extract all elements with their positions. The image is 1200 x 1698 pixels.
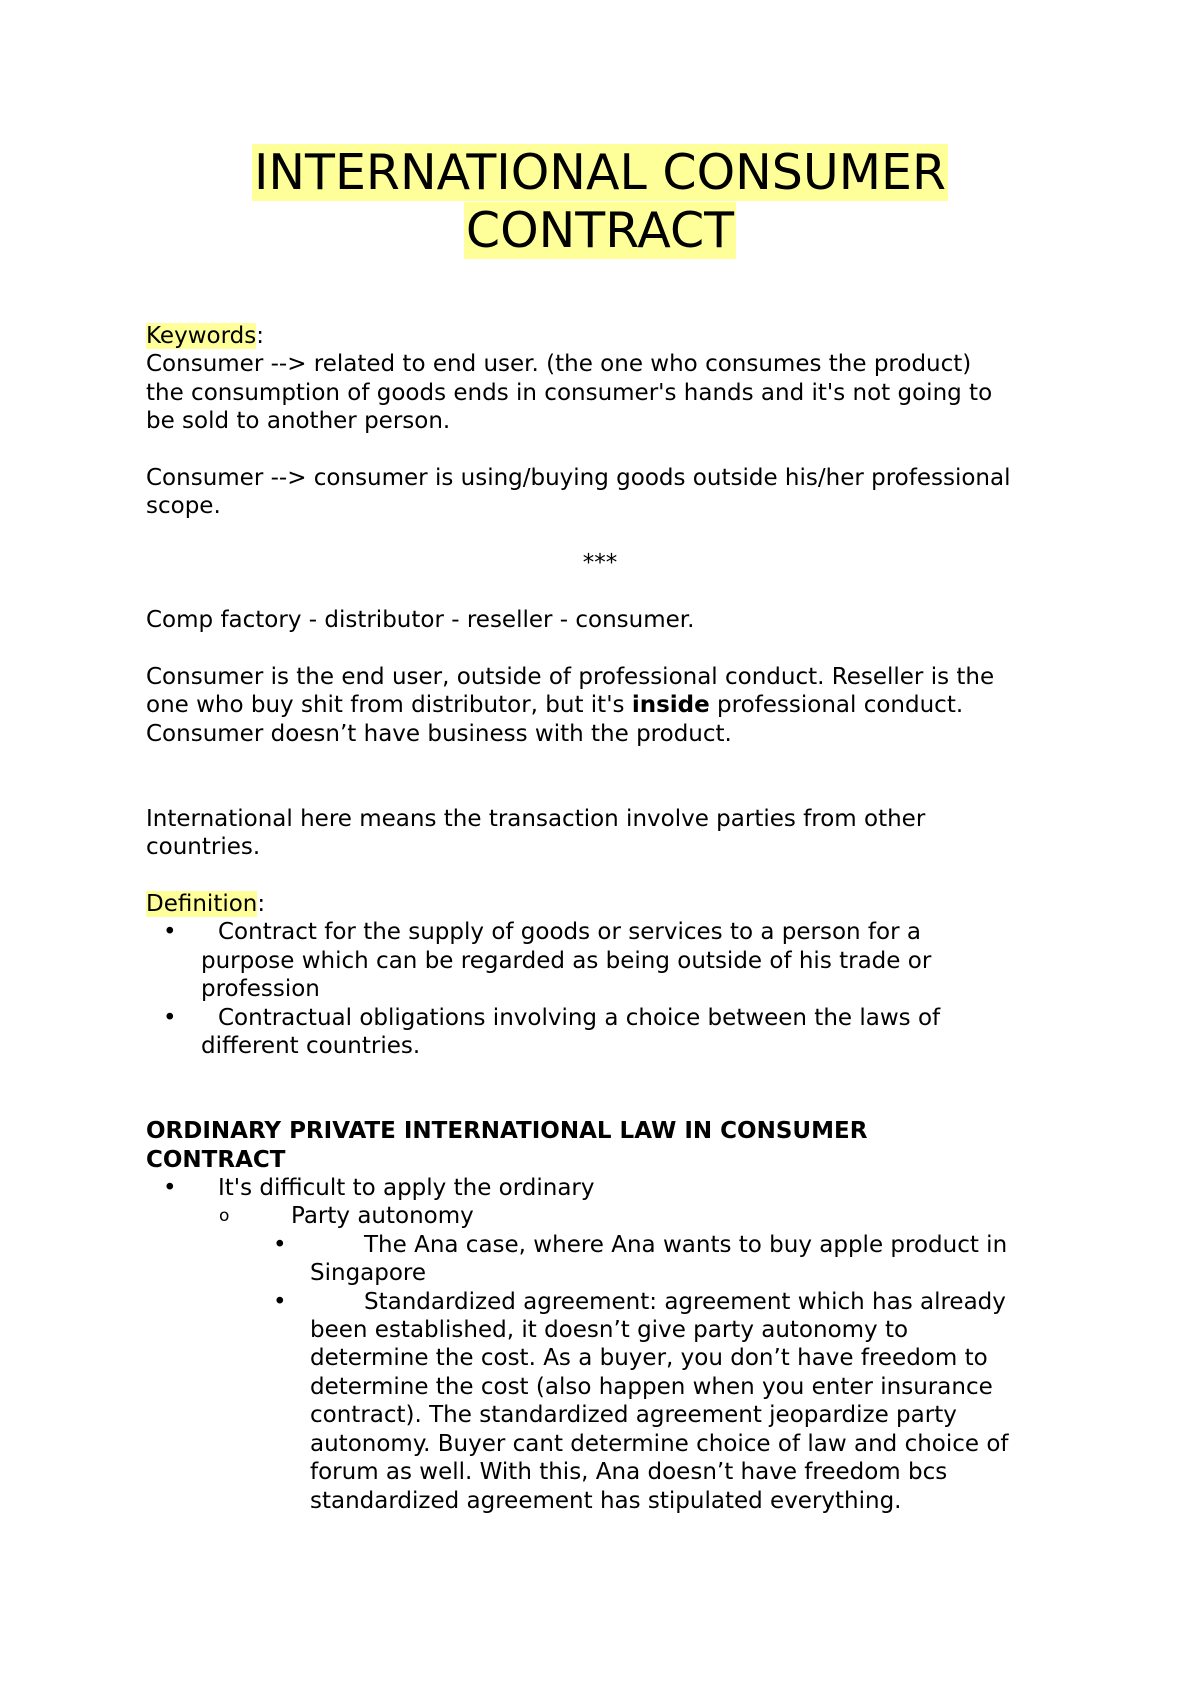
international-line: International here means the transaction involve parties from other [146,805,926,832]
keywords-p2-line: scope. [146,493,221,520]
definition-colon: : [257,891,266,918]
keywords-p1-line: Consumer --> related to end user. (the one who consumes the product) [146,351,972,378]
definition-item-1-line: Contract for the supply of goods or services to a person for a [218,919,921,946]
title-line-1: INTERNATIONAL CONSUMER [253,144,947,201]
standardized-line: forum as well. With this, Ana doesn’t have freedom bcs [310,1459,948,1486]
standardized-line: been established, it doesn’t give party autonomy to [310,1317,909,1344]
reseller-line-2-after: professional conduct. [709,692,964,719]
section-heading-line: ORDINARY PRIVATE INTERNATIONAL LAW IN CONSUMER [146,1118,868,1145]
keywords-label: Keywords [146,323,257,349]
title-line-2: CONTRACT [465,202,735,259]
standardized-line: autonomy. Buyer cant determine choice of law and choice of [310,1430,1009,1457]
reseller-line-3: Consumer doesn’t have business with the product. [146,720,732,747]
definition-label: Definition [146,891,258,918]
bullet-icon: • [163,919,177,946]
international-line: countries. [146,834,261,861]
section-item-1: It's difficult to apply the ordinary [218,1175,595,1202]
standardized-line: contract). The standardized agreement jeopardize party [310,1402,957,1429]
keywords-p1-line: be sold to another person. [146,408,451,435]
list-item [146,1231,1076,1288]
list-item [146,1174,1076,1202]
ana-case-line: Singapore [310,1260,427,1287]
keywords-colon: : [256,323,264,349]
reseller-line-2-bold: inside [631,692,710,719]
definition-list [146,918,1076,1060]
list-item [146,1004,1076,1061]
bullet-icon: • [163,1175,177,1202]
reseller-line-2 [146,691,1076,719]
distribution-chain: Comp factory - distributor - reseller - consumer. [146,607,695,634]
definition-item-1-line: profession [201,976,320,1003]
bullet-icon: • [273,1231,287,1258]
reseller-line-2-before: one who buy shit from distributor, but it's [146,692,632,719]
section-heading-line: CONTRACT [146,1146,286,1173]
definition-item-1-line: purpose which can be regarded as being outside of his trade or [201,947,932,974]
ana-case-line: The Ana case, where Ana wants to buy apple product in [364,1231,1008,1258]
standardized-line: determine the cost (also happen when you enter insurance [310,1373,993,1400]
standardized-line: Standardized agreement: agreement which has already [364,1288,1006,1315]
reseller-line-1: Consumer is the end user, outside of professional conduct. Reseller is the [146,663,995,690]
definition-item-2-line: Contractual obligations involving a choice between the laws of [218,1004,941,1031]
section-sub-item: Party autonomy [291,1203,474,1230]
section-list [146,1174,1076,1515]
list-item [146,918,1076,1003]
document-body [146,322,1076,1515]
definition-heading [146,890,1076,918]
bullet-icon: • [163,1004,177,1031]
keywords-p1-line: the consumption of goods ends in consumer's hands and it's not going to [146,379,993,406]
document-title [0,144,1200,260]
keywords-heading [146,322,1076,350]
definition-item-2-line: different countries. [201,1033,421,1060]
standardized-line: standardized agreement has stipulated everything. [310,1487,902,1514]
list-item [146,1288,1076,1515]
standardized-line: determine the cost. As a buyer, you don’t have freedom to [310,1345,988,1372]
circle-bullet-icon: o [219,1206,230,1227]
separator: *** [582,550,618,577]
list-item [146,1202,1076,1230]
bullet-icon: • [273,1288,287,1315]
keywords-p2-line: Consumer --> consumer is using/buying goods outside his/her professional [146,465,1011,492]
